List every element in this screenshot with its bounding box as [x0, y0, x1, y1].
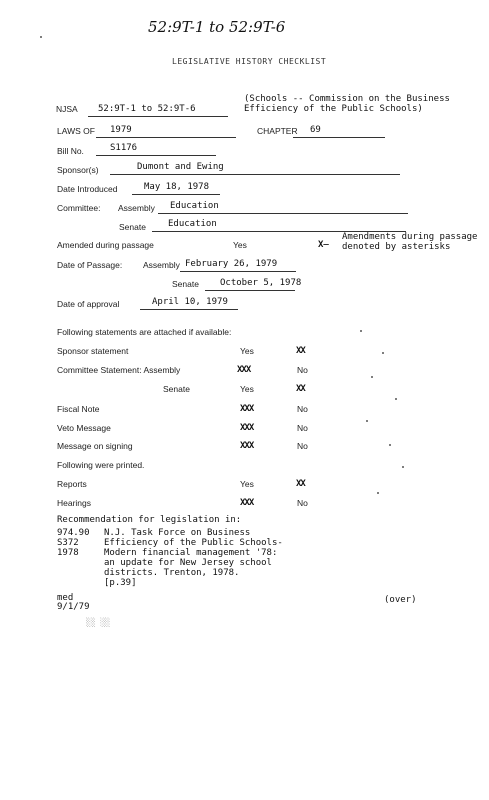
subject-line-1: (Schools -- Commission on the Business: [244, 94, 450, 104]
statement-yes-committee-senate: Yes: [240, 384, 254, 394]
scan-speck: [360, 330, 362, 332]
subject-line-2: Efficiency of the Public Schools): [244, 104, 423, 114]
statement-yes-message-on-signing: XXX: [240, 441, 254, 451]
citation-line-5: districts. Trenton, 1978.: [104, 568, 240, 578]
amended-note-line-1: Amendments during passage: [342, 232, 478, 242]
passage-label: Date of Passage:: [57, 260, 123, 270]
statement-no-fiscal-note: No: [297, 404, 308, 414]
printed-no-hearings: No: [297, 498, 308, 508]
laws-value: 1979: [110, 125, 132, 135]
statement-label-message-on-signing: Message on signing: [57, 441, 133, 451]
approval-underline: [140, 309, 238, 310]
footer-initials: med: [57, 593, 74, 603]
statement-no-sponsor: XX: [296, 346, 305, 356]
printed-heading: Following were printed.: [57, 460, 145, 470]
passage-assembly-label: Assembly: [143, 260, 180, 270]
sponsor-label: Sponsor(s): [57, 165, 99, 175]
bleed-through-mark: ░░ ░░: [86, 618, 111, 627]
handwritten-statute-range: 52:9T-1 to 52:9T-6: [148, 18, 286, 36]
footer-over: (over): [384, 595, 417, 605]
citation-line-6: [p.39]: [104, 578, 137, 588]
footer-date: 9/1/79: [57, 602, 90, 612]
printed-no-reports: XX: [296, 479, 305, 489]
printed-yes-reports: Yes: [240, 479, 254, 489]
statement-no-message-on-signing: No: [297, 441, 308, 451]
statements-heading: Following statements are attached if available:: [57, 327, 232, 337]
statement-yes-sponsor: Yes: [240, 346, 254, 356]
printed-label-reports: Reports: [57, 479, 87, 489]
introduced-label: Date Introduced: [57, 184, 118, 194]
passage-assembly-underline: [180, 271, 296, 272]
scan-speck: [389, 444, 391, 446]
chapter-underline: [293, 137, 385, 138]
citation-line-2: Efficiency of the Public Schools-: [104, 538, 283, 548]
committee-assembly-underline: [158, 213, 408, 214]
statement-no-committee-senate: XX: [296, 384, 305, 394]
statement-label-committee-senate: Senate: [163, 384, 190, 394]
statement-label-committee-assembly: Committee Statement: Assembly: [57, 365, 181, 375]
scan-speck: [371, 376, 373, 378]
introduced-value: May 18, 1978: [144, 182, 210, 192]
statement-no-veto-message: No: [297, 423, 308, 433]
statement-yes-fiscal-note: XXX: [240, 404, 254, 414]
printed-label-hearings: Hearings: [57, 498, 92, 508]
amended-no-mark: X̶: [318, 240, 328, 250]
call-number-line-1: 974.90: [57, 528, 90, 538]
citation-line-3: Modern financial management '78:: [104, 548, 278, 558]
scan-speck: [40, 36, 42, 38]
committee-assembly-label: Assembly: [118, 203, 155, 213]
njsa-value: 52:9T-1 to 52:9T-6: [98, 104, 196, 114]
njsa-label: NJSA: [56, 104, 78, 114]
approval-value: April 10, 1979: [152, 297, 228, 307]
bill-label: Bill No.: [57, 146, 84, 156]
statement-no-committee-assembly: No: [297, 365, 308, 375]
bill-underline: [96, 155, 216, 156]
laws-label: LAWS OF: [57, 126, 95, 136]
amended-note-line-2: denoted by asterisks: [342, 242, 451, 252]
passage-assembly-value: February 26, 1979: [185, 259, 278, 269]
statement-yes-veto-message: XXX: [240, 423, 254, 433]
recommendation-heading: Recommendation for legislation in:: [57, 515, 242, 525]
statement-label-sponsor: Sponsor statement: [57, 346, 129, 356]
passage-senate-underline: [205, 290, 295, 291]
chapter-value: 69: [310, 125, 321, 135]
committee-senate-value: Education: [168, 219, 217, 229]
page-title: LEGISLATIVE HISTORY CHECKLIST: [172, 57, 327, 66]
citation-line-4: an update for New Jersey school: [104, 558, 272, 568]
scan-speck: [366, 420, 368, 422]
scan-speck: [377, 492, 379, 494]
passage-senate-label: Senate: [172, 279, 199, 289]
committee-label: Committee:: [57, 203, 101, 213]
scan-speck: [402, 466, 404, 468]
bill-value: S1176: [110, 143, 138, 153]
call-number-line-3: 1978: [57, 548, 79, 558]
njsa-underline: [88, 116, 228, 117]
scan-speck: [382, 352, 384, 354]
committee-senate-label: Senate: [119, 222, 146, 232]
committee-assembly-value: Education: [170, 201, 219, 211]
printed-yes-hearings: XXX: [240, 498, 254, 508]
statement-label-veto-message: Veto Message: [57, 423, 111, 433]
statement-label-fiscal-note: Fiscal Note: [57, 404, 100, 414]
scan-speck: [395, 398, 397, 400]
statement-yes-committee-assembly: XXX: [237, 365, 251, 375]
laws-underline: [96, 137, 236, 138]
chapter-label: CHAPTER: [257, 126, 298, 136]
sponsor-value: Dumont and Ewing: [137, 162, 224, 172]
sponsor-underline: [110, 174, 400, 175]
introduced-underline: [132, 194, 220, 195]
amended-label: Amended during passage: [57, 240, 154, 250]
passage-senate-value: October 5, 1978: [220, 278, 302, 288]
citation-line-1: N.J. Task Force on Business: [104, 528, 251, 538]
call-number-line-2: S372: [57, 538, 79, 548]
amended-yes: Yes: [233, 240, 247, 250]
approval-label: Date of approval: [57, 299, 120, 309]
